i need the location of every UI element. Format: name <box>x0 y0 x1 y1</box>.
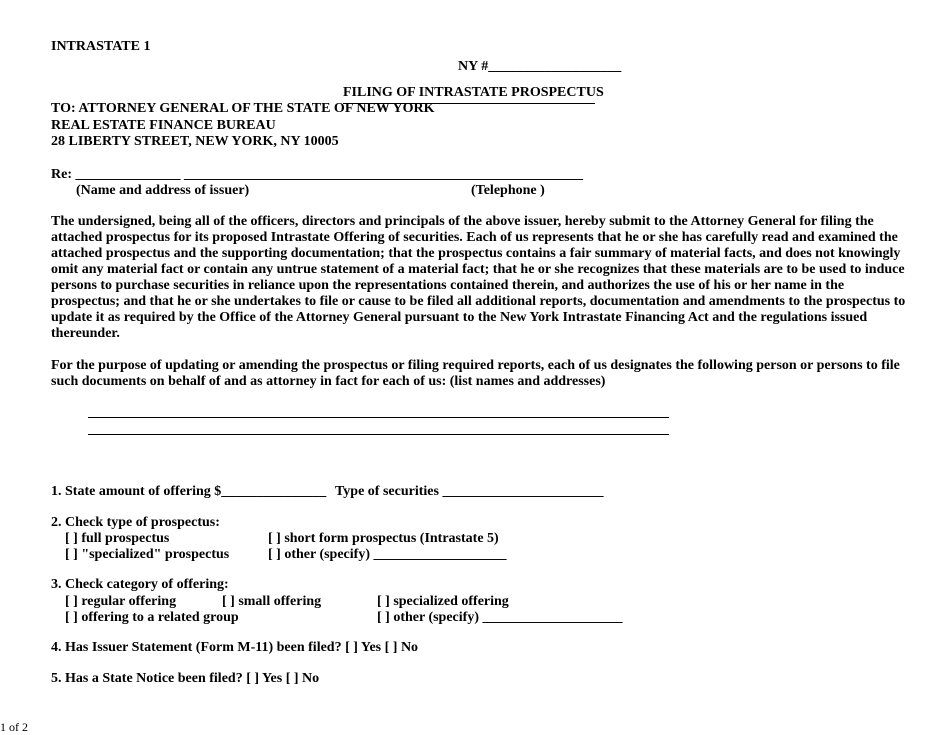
state-notice-question[interactable]: 5. Has a State Notice been filed? [ ] Yes [ ] No <box>51 671 320 686</box>
offering-amount-field[interactable]: 1. State amount of offering $_______________ <box>51 484 327 499</box>
issuer-statement-question[interactable]: 4. Has Issuer Statement (Form M-11) been filed? [ ] Yes [ ] No <box>51 640 419 655</box>
issuer-caption: (Name and address of issuer) <box>76 183 250 198</box>
page-title: FILING OF INTRASTATE PROSPECTUS <box>343 85 604 100</box>
designation-paragraph: For the purpose of updating or amending the prospectus or filing required reports, each of us designates the following person or persons to file such documents on behalf of and as attorney in fact for each of us: (list names and addresses) <box>51 358 900 389</box>
addressee-line-1: TO: ATTORNEY GENERAL OF THE STATE OF NEW YORK <box>51 101 435 116</box>
offering-category-heading: 3. Check category of offering: <box>51 577 229 592</box>
page-number: 1 of 2 <box>0 720 28 734</box>
other-prospectus-checkbox[interactable]: [ ] other (specify) ___________________ <box>268 547 507 562</box>
other-offering-checkbox[interactable]: [ ] other (specify) ____________________ <box>377 610 623 625</box>
securities-type-field[interactable]: Type of securities _______________________ <box>335 484 604 499</box>
full-prospectus-checkbox[interactable]: [ ] full prospectus <box>65 531 170 546</box>
prospectus-type-heading: 2. Check type of prospectus: <box>51 515 220 530</box>
small-offering-checkbox[interactable]: [ ] small offering <box>222 594 322 609</box>
form-id: INTRASTATE 1 <box>51 39 151 54</box>
addressee-line-2: REAL ESTATE FINANCE BUREAU <box>51 118 276 133</box>
ny-number-field[interactable]: NY #___________________ <box>458 59 622 74</box>
re-line[interactable]: Re: _______________ _________________________________________________________ <box>51 167 583 182</box>
declaration-paragraph: The undersigned, being all of the officers, directors and principals of the above issuer, hereby submit to the Attorney General for filing the attached prospectus for its proposed Intrastate Offering of securities. Each of us represents that he or she has carefully read and examined the attached prospectus and the supporting documentation; that the prospectus contains a fair summary of material facts, and does not knowingly omit any material fact or contain any untrue statement of a material fact; that he or she recognizes that these materials are to be used to induce persons to purchase securities in reliance upon the representations contained therein, and authorizes the use of his or her name in the prospectus; and that he or she undertakes to file or cause to be filed all additional reports, documentation and amendments to the prospectus to update it as required by the Office of the Attorney General pursuant to the New York Intrastate Financing Act and the regulations issued thereunder. <box>51 214 906 341</box>
designee-line-2[interactable] <box>88 434 669 435</box>
designee-line-1[interactable] <box>88 417 669 418</box>
related-group-checkbox[interactable]: [ ] offering to a related group <box>65 610 239 625</box>
addressee-line-3: 28 LIBERTY STREET, NEW YORK, NY 10005 <box>51 134 339 149</box>
short-form-checkbox[interactable]: [ ] short form prospectus (Intrastate 5) <box>268 531 499 546</box>
specialized-prospectus-checkbox[interactable]: [ ] "specialized" prospectus <box>65 547 230 562</box>
regular-offering-checkbox[interactable]: [ ] regular offering <box>65 594 177 609</box>
telephone-caption: (Telephone ) <box>471 183 545 198</box>
specialized-offering-checkbox[interactable]: [ ] specialized offering <box>377 594 509 609</box>
